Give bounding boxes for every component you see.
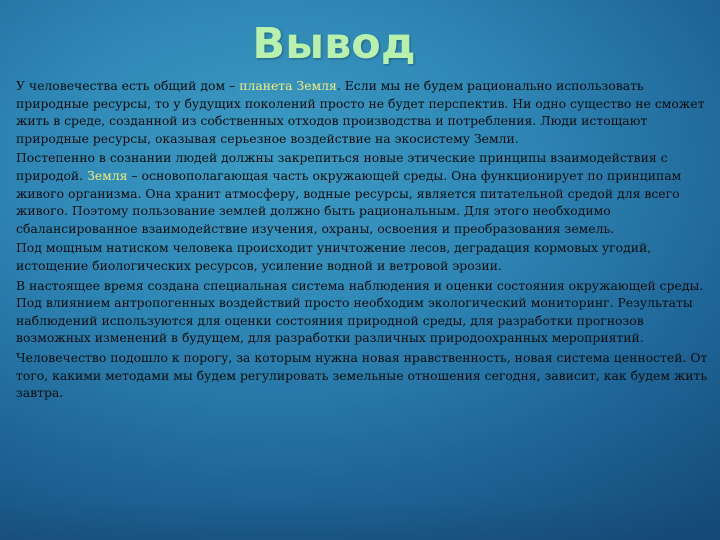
paragraph-4 (16, 277, 712, 347)
highlighted-term: Земля (87, 167, 128, 183)
paragraph-text: Постепенно в сознании людей должны закрепиться новые этические принципы взаимодействия с природой. (16, 150, 668, 183)
background-band (0, 500, 720, 540)
highlighted-term: планета Земля (239, 78, 337, 93)
paragraph-text: Под мощным натиском человека происходит уничтожение лесов, деградация кормовых угодий, истощение биологических ресурсов, усиление водной и ветровой эрозии. (16, 240, 652, 273)
paragraph-3 (16, 239, 712, 274)
paragraph-text: В настоящее время создана специальная система наблюдения и оценки состояния окружающей среды. Под влиянием антропогенных воздействий просто необходим экологический мониторинг. Результаты наблюдений используются для оценки состояния природной среды, для разработки прогнозов возможных изменений в будущем, для разработки различных природоохранных мероприятий. (16, 277, 704, 346)
paragraph-1 (16, 77, 712, 147)
slide-body (16, 77, 712, 404)
paragraph-2 (16, 149, 712, 237)
paragraph-text: . Если мы не будем рационально использовать природные ресурсы, то у будущих поколений просто не будет перспектив. Ни одно существо не сможет жить в среде, созданной из собственных отходов производства и потребления. Люди истощают природные ресурсы, оказывая серьезное воздействие на экосистему Земли. (16, 78, 705, 146)
paragraph-text: У человечества есть общий дом – (16, 78, 240, 93)
slide-title: Вывод (252, 19, 416, 69)
paragraph-text: – основополагающая часть окружающей среды. Она функционирует по принципам живого организма. Она хранит атмосферу, водные ресурсы, является питательной средой для всего живого. Поэтому пользование землей должно быть рациональным. Для этого необходимо сбалансированное взаимодействие изучения, охраны, освоения и преобразования земель. (16, 167, 682, 236)
paragraph-text: Человечество подошло к порогу, за которым нужна новая нравственность, новая система ценностей. От того, какими методами мы будем регулировать земельные отношения сегодня, зависит, как будем жить завтра. (16, 349, 708, 401)
paragraph-5 (16, 349, 712, 402)
